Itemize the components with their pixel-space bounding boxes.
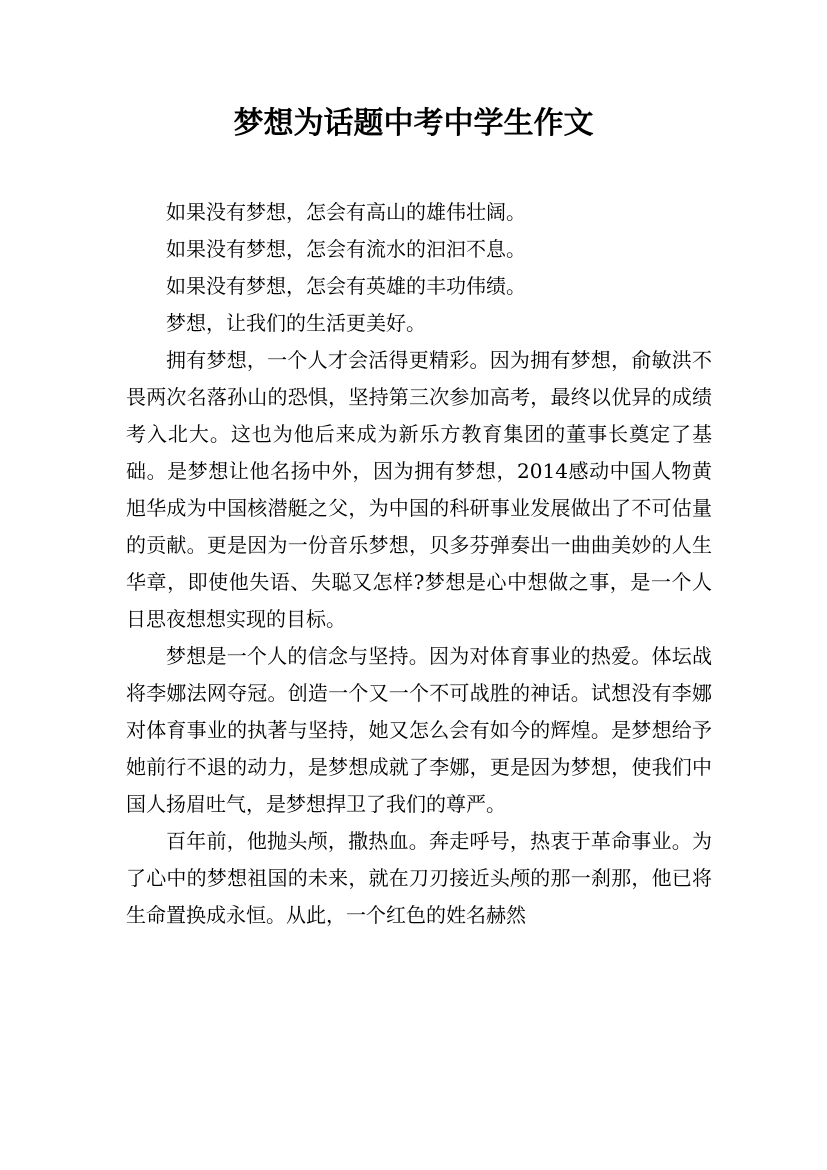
paragraph: 梦想，让我们的生活更美好。 bbox=[166, 311, 426, 335]
document-title: 梦想为话题中考中学生作文 bbox=[233, 106, 594, 141]
paragraph: 梦想是一个人的信念与坚持。因为对体育事业的热爱。体坛战将李娜法网夺冠。创造一个又一个不可战胜的神话。试想没有李娜对体育事业的执著与坚持，她又怎么会有如今的辉煌。是梦想给予她前行不退的动力，是梦想成就了李娜，更是因为梦想，使我们中国人扬眉吐气，是梦想捍卫了我们的尊严。 bbox=[126, 644, 712, 816]
document-body bbox=[126, 194, 712, 934]
paragraph: 如果没有梦想，怎会有高山的雄伟壮阔。 bbox=[166, 200, 526, 224]
paragraph: 百年前，他抛头颅，撒热血。奔走呼号，热衷于革命事业。为了心中的梦想祖国的未来，就在刀刃接近头颅的那一刹那，他已将生命置换成永恒。从此，一个红色的姓名赫然 bbox=[126, 829, 712, 927]
paragraph: 拥有梦想，一个人才会活得更精彩。因为拥有梦想，俞敏洪不畏两次名落孙山的恐惧，坚持第三次参加高考，最终以优异的成绩考入北大。这也为他后来成为新乐方教育集团的董事长奠定了基础。是梦想让他名扬中外，因为拥有梦想，2014感动中国人物黄旭华成为中国核潜艇之父，为中国的科研事业发展做出了不可估量的贡献。更是因为一份音乐梦想，贝多芬弹奏出一曲曲美妙的人生华章，即使他失语、失聪又怎样?梦想是心中想做之事，是一个人日思夜想想实现的目标。 bbox=[126, 348, 712, 631]
paragraph: 如果没有梦想，怎会有英雄的丰功伟绩。 bbox=[166, 274, 526, 298]
paragraph: 如果没有梦想，怎会有流水的汩汩不息。 bbox=[166, 237, 526, 261]
